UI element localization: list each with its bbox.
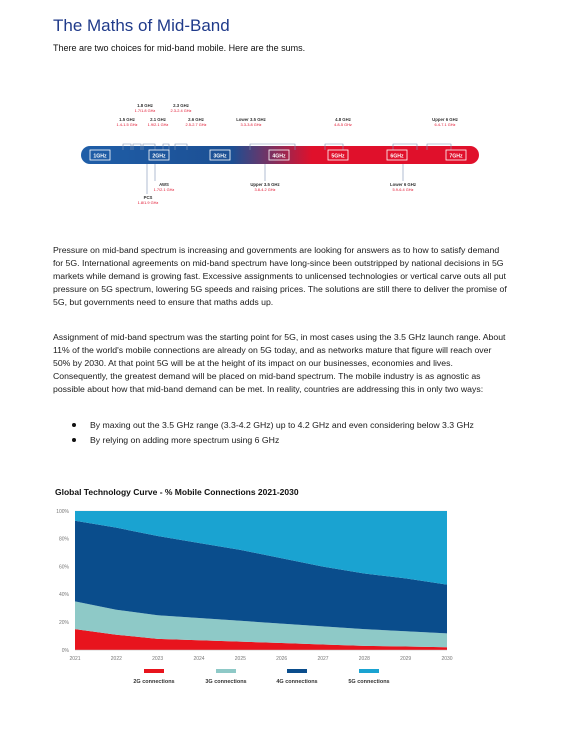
band-range: 1.9/2.1 GHz [147,122,169,127]
spectrum-bar-label: 5GHz [331,153,345,160]
band-range: 3.3-3.8 GHz [240,122,262,127]
y-tick-label: 0% [61,647,69,654]
legend-swatch [287,669,307,673]
band-name: 1.8 GHz [137,103,153,108]
x-tick-label: 2026 [276,656,288,662]
spectrum-bar-label: 6GHz [390,153,404,160]
band-range: 3.8-4.2 GHz [254,187,276,192]
x-tick-label: 2024 [193,656,205,662]
y-tick-label: 100% [56,508,69,515]
band-name: 2.3 GHz [173,103,189,108]
spectrum-bar-label: 2GHz [152,153,166,160]
technology-area-chart [40,503,460,668]
spectrum-diagram [75,98,485,210]
band-name: 2.6 GHz [188,117,204,122]
x-tick-label: 2021 [69,656,81,662]
y-tick-label: 60% [58,564,69,571]
chart-title: Global Technology Curve - % Mobile Connections 2021-2030 [55,487,299,497]
band-range: 5.9-6.4 GHz [392,187,414,192]
x-tick-label: 2027 [317,656,329,662]
legend-label: 3G connections [205,679,247,685]
spectrum-bar-label: 3GHz [213,153,227,160]
paragraph-assignment: Assignment of mid-band spectrum was the starting point for 5G, in most cases using the 3.5 GHz launch range. About 11% of the world's mobile connections are already on 5G today, and as networks mature that figure will reach over 50% by 2030. At that point 5G will be at the height of its impact on our businesses, economies and lives. Consequently, the greatest demand will be placed on mid-band spectrum. The mobile industry is as agnostic as possible about how that mid-band demand can be met. In reality, countries are addressing this in only two ways: [53,332,506,394]
y-tick-label: 40% [58,592,69,599]
band-range: 1.7/2.1 GHz [153,187,175,192]
band-range: 1.4-1.5 GHz [116,122,138,127]
band-name: Upper 3.5 GHz [250,182,280,187]
paragraph-pressure: Pressure on mid-band spectrum is increasing and governments are looking for answers as to how to satisfy demand for 5G. International agreements on mid-band spectrum have long-since been outstripped by national decisions in 5G markets while demand is growing fast. Excessive assignments to unlicensed technologies or vertical carve outs all put pressure on 5G spectrum, lowering 5G speeds and raising prices. The solutions are still there to deliver the promise of 5G, but governments need to ensure that maths adds up. [53,245,507,307]
y-tick-label: 20% [58,620,69,626]
band-range: 6.4-7.1 GHz [434,122,456,127]
band-name: 1.5 GHz [119,117,135,122]
band-name: AWS [159,182,169,187]
x-tick-label: 2028 [358,656,370,662]
legend-swatch [144,669,164,673]
bullet-item [72,419,512,431]
x-tick-label: 2029 [400,656,412,662]
legend-swatch [216,669,236,673]
x-tick-label: 2023 [152,656,164,662]
band-name: PCS [143,195,153,200]
spectrum-bar-label: 7GHz [449,153,463,160]
band-range: 2.3-2.4 GHz [170,108,192,113]
intro-text: There are two choices for mid-band mobile. Here are the sums. [53,43,306,53]
band-range: 4.8-5 GHz [334,122,352,127]
band-name: Lower 3.5 GHz [236,117,266,122]
band-name: Upper 6 GHz [432,117,458,122]
spectrum-bottom-labels [138,164,416,205]
bullet-dot [72,438,76,442]
y-tick-label: 80% [58,536,69,543]
bullet-dot [72,423,76,427]
legend-label: 2G connections [133,679,175,685]
bullet-item [72,434,512,446]
band-range: 2.5-2.7 GHz [185,122,207,127]
page-title: The Maths of Mid-Band [53,16,230,35]
band-range: 1.7/1.8 GHz [134,108,156,113]
chart-legend [0,669,565,699]
legend-item-5g [324,669,414,685]
band-name: 2.1 GHz [150,117,166,122]
x-tick-label: 2030 [441,656,453,662]
spectrum-top-labels [117,103,458,127]
band-range: 1.8/1.9 GHz [137,200,159,205]
spectrum-bar-label: 1GHz [93,153,107,160]
legend-swatch [359,669,379,673]
band-name: 4.8 GHz [335,117,351,122]
x-tick-label: 2025 [234,656,246,662]
bullet-text: By relying on adding more spectrum using 6 GHz [90,435,280,445]
x-tick-label: 2022 [110,656,122,662]
spectrum-bar-label: 4GHz [272,153,286,160]
legend-label: 5G connections [348,679,390,685]
legend-label: 4G connections [276,679,318,685]
bullet-list [72,419,512,449]
band-name: Lower 6 GHz [389,182,417,187]
bullet-text: By maxing out the 3.5 GHz range (3.3-4.2 GHz) up to 4.2 GHz and even considering below 3.3 GHz [90,420,474,430]
